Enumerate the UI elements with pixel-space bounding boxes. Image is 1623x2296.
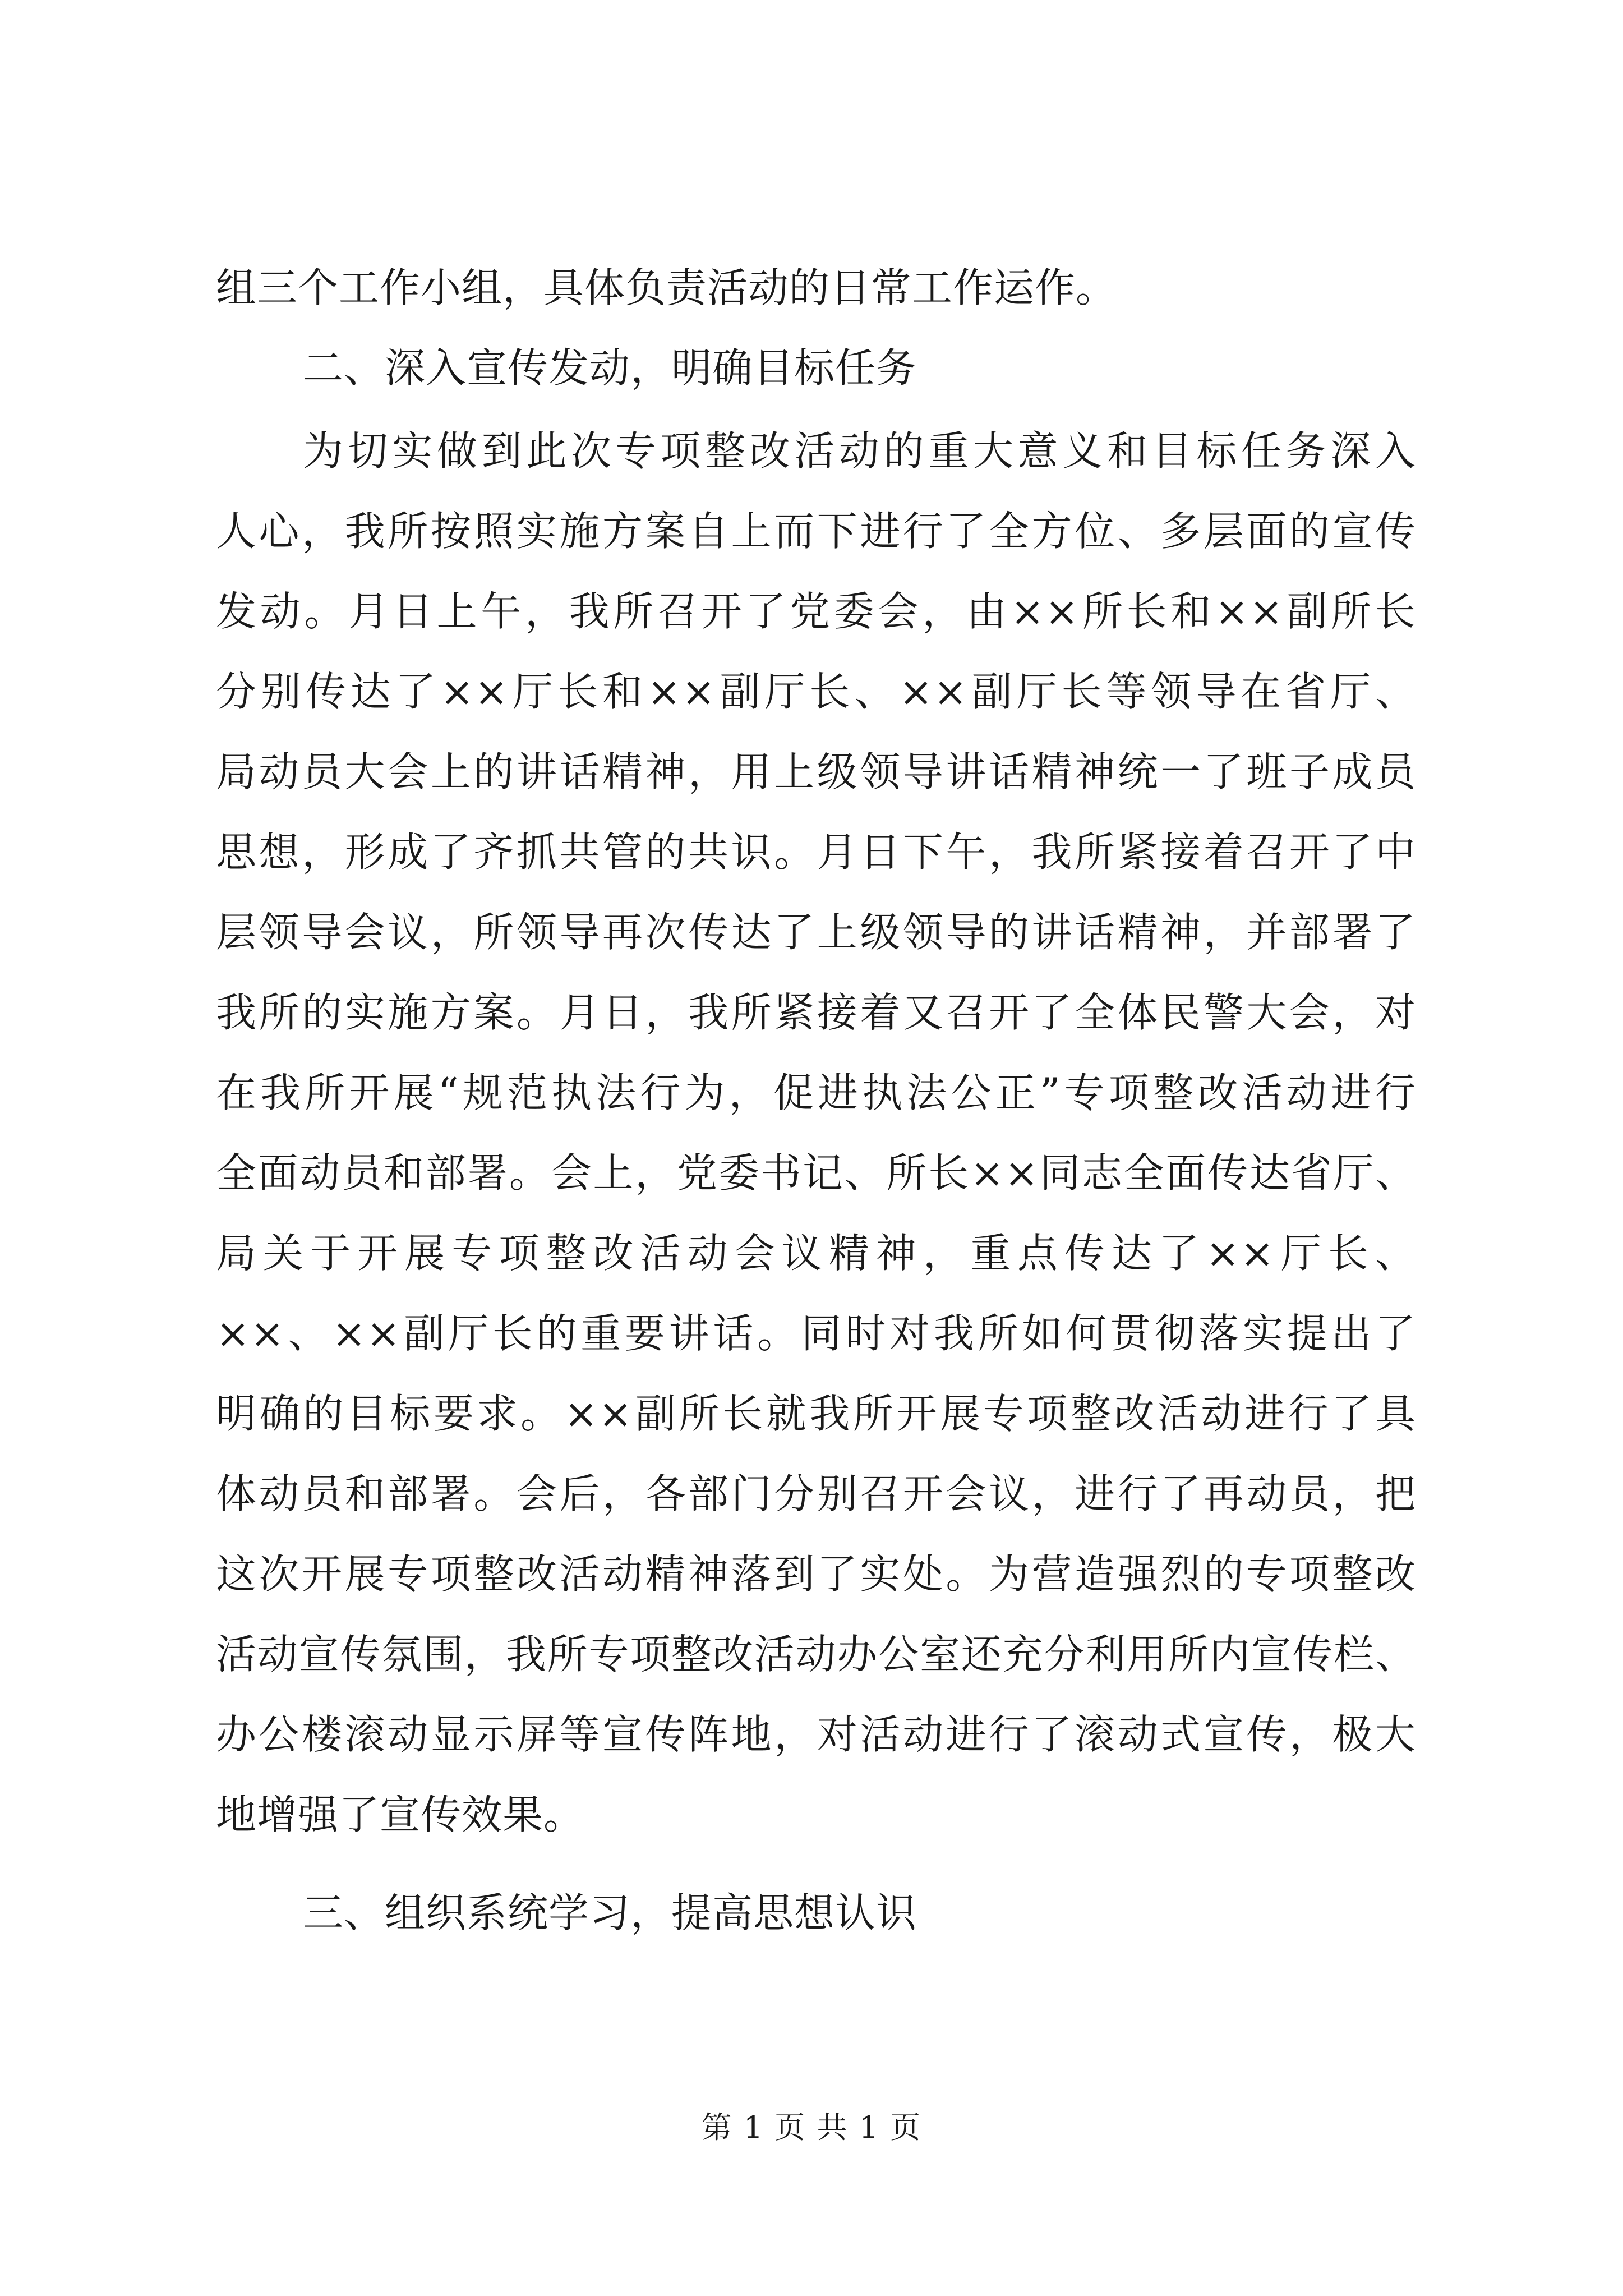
paragraph-line: 局动员大会上的讲话精神，用上级领导讲话精神统一了班子成员 (216, 748, 1416, 795)
document-body (216, 248, 1416, 1953)
paragraph-line: 局关于开展专项整改活动会议精神，重点传达了××厅长、 (216, 1230, 1416, 1277)
paragraph-line: 组三个工作小组，具体负责活动的日常工作运作。 (216, 264, 1117, 311)
page-footer: 第 1 页 共 1 页 (701, 2110, 922, 2145)
paragraph-line: 全面动员和部署。会上，党委书记、所长××同志全面传达省厅、 (216, 1149, 1416, 1197)
section-heading-2: 二、深入宣传发动，明确目标任务 (303, 344, 917, 392)
paragraph-line: 人心，我所按照实施方案自上而下进行了全方位、多层面的宣传 (216, 508, 1416, 555)
paragraph-line: 体动员和部署。会后，各部门分别召开会议，进行了再动员，把 (216, 1470, 1416, 1517)
paragraph-line: 办公楼滚动显示屏等宣传阵地，对活动进行了滚动式宣传，极大 (216, 1711, 1416, 1758)
paragraph-line: 我所的实施方案。月日，我所紧接着又召开了全体民警大会，对 (216, 989, 1416, 1036)
paragraph-line: 发动。月日上午，我所召开了党委会，由××所长和××副所长 (216, 588, 1416, 635)
section-heading-3: 三、组织系统学习，提高思想认识 (303, 1889, 917, 1936)
paragraph-line: ××、××副厅长的重要讲话。同时对我所如何贯彻落实提出了 (216, 1310, 1416, 1357)
paragraph-line: 地增强了宣传效果。 (216, 1791, 585, 1838)
paragraph-line: 在我所开展“规范执法行为，促进执法公正”专项整改活动进行 (216, 1069, 1416, 1116)
paragraph-line: 思想，形成了齐抓共管的共识。月日下午，我所紧接着召开了中 (216, 829, 1416, 876)
paragraph-line: 这次开展专项整改活动精神落到了实处。为营造强烈的专项整改 (216, 1550, 1416, 1598)
paragraph-line: 明确的目标要求。××副所长就我所开展专项整改活动进行了具 (216, 1390, 1416, 1437)
paragraph-line: 为切实做到此次专项整改活动的重大意义和目标任务深入 (303, 427, 1416, 475)
paragraph-line: 分别传达了××厅长和××副厅长、××副厅长等领导在省厅、 (216, 668, 1416, 715)
paragraph-line: 活动宣传氛围，我所专项整改活动办公室还充分利用所内宣传栏、 (216, 1631, 1416, 1678)
paragraph-line: 层领导会议，所领导再次传达了上级领导的讲话精神，并部署了 (216, 909, 1416, 956)
